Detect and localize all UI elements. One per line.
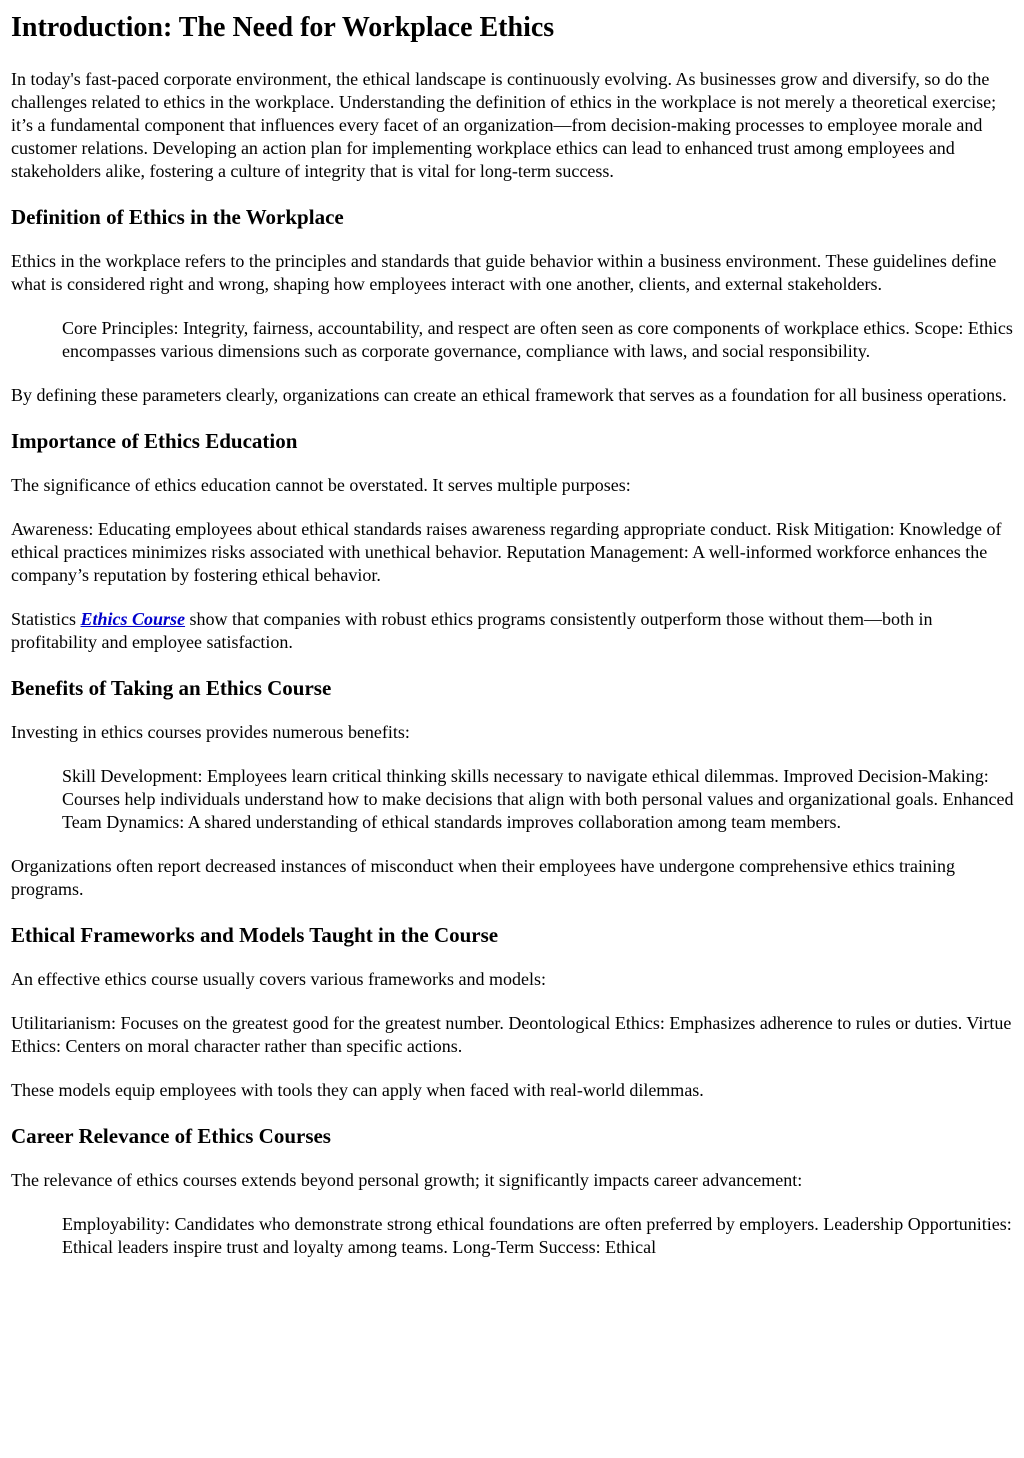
frameworks-heading: Ethical Frameworks and Models Taught in the Course	[11, 923, 499, 947]
career-quote: Employability: Candidates who demonstrate strong ethical foundations are often preferred by employers. Leadership Opportunities: Ethical leaders inspire trust and loyalty among teams. Long-Term Success: Ethical	[62, 1214, 1012, 1257]
ethics-course-link[interactable]: Ethics Course	[80, 609, 186, 629]
definition-conclusion-paragraph: By defining these parameters clearly, organizations can create an ethical framework that serves as a foundation for all business operations.	[11, 385, 1007, 405]
article	[0, 12, 1024, 1259]
page-title: Introduction: The Need for Workplace Ethics	[11, 12, 555, 43]
statistics-text-before: Statistics	[11, 609, 81, 629]
statistics-paragraph	[11, 608, 1016, 654]
definition-heading: Definition of Ethics in the Workplace	[11, 205, 344, 229]
career-paragraph: The relevance of ethics courses extends beyond personal growth; it significantly impacts career advancement:	[11, 1170, 803, 1190]
benefits-conclusion-paragraph: Organizations often report decreased instances of misconduct when their employees have undergone comprehensive ethics training programs.	[11, 856, 956, 899]
statistics-text-after: show that companies with robust ethics programs consistently outperform those without them—both in profitability and employee satisfaction.	[11, 609, 933, 652]
definition-principles-quote: Core Principles: Integrity, fairness, accountability, and respect are often seen as core components of workplace ethics. Scope: Ethics encompasses various dimensions such as corporate governance, compliance with laws, and social responsibility.	[62, 318, 1013, 361]
intro-paragraph: In today's fast-paced corporate environment, the ethical landscape is continuously evolving. As businesses grow and diversify, so do the challenges related to ethics in the workplace. Understanding the definition of ethics in the workplace is not merely a theoretical exercise; it’s a fundamental component that influences every facet of an organization—from decision-making processes to employee morale and customer relations. Developing an action plan for implementing workplace ethics can lead to enhanced trust among employees and stakeholders alike, fostering a culture of integrity that is vital for long-term success.	[11, 69, 997, 181]
benefits-heading: Benefits of Taking an Ethics Course	[11, 676, 332, 700]
frameworks-paragraph: An effective ethics course usually covers various frameworks and models:	[11, 969, 546, 989]
definition-paragraph: Ethics in the workplace refers to the principles and standards that guide behavior within a business environment. These guidelines define what is considered right and wrong, shaping how employees interact with one another, clients, and external stakeholders.	[11, 251, 997, 294]
frameworks-conclusion-paragraph: These models equip employees with tools they can apply when faced with real-world dilemmas.	[11, 1080, 704, 1100]
benefits-quote: Skill Development: Employees learn critical thinking skills necessary to navigate ethical dilemmas. Improved Decision-Making: Courses help individuals understand how to make decisions that align with both personal values and organizational goals. Enhanced Team Dynamics: A shared understanding of ethical standards improves collaboration among team members.	[62, 766, 1014, 832]
career-heading: Career Relevance of Ethics Courses	[11, 1124, 331, 1148]
importance-heading: Importance of Ethics Education	[11, 429, 298, 453]
benefits-paragraph: Investing in ethics courses provides numerous benefits:	[11, 722, 410, 742]
importance-paragraph: The significance of ethics education cannot be overstated. It serves multiple purposes:	[11, 475, 631, 495]
importance-purposes-paragraph: Awareness: Educating employees about ethical standards raises awareness regarding appropriate conduct. Risk Mitigation: Knowledge of ethical practices minimizes risks associated with unethical behavior. Reputation Management: A well-informed workforce enhances the company’s reputation by fostering ethical behavior.	[11, 519, 1002, 585]
frameworks-models-paragraph: Utilitarianism: Focuses on the greatest good for the greatest number. Deontological Ethics: Emphasizes adherence to rules or duties. Virtue Ethics: Centers on moral character rather than specific actions.	[11, 1013, 1012, 1056]
